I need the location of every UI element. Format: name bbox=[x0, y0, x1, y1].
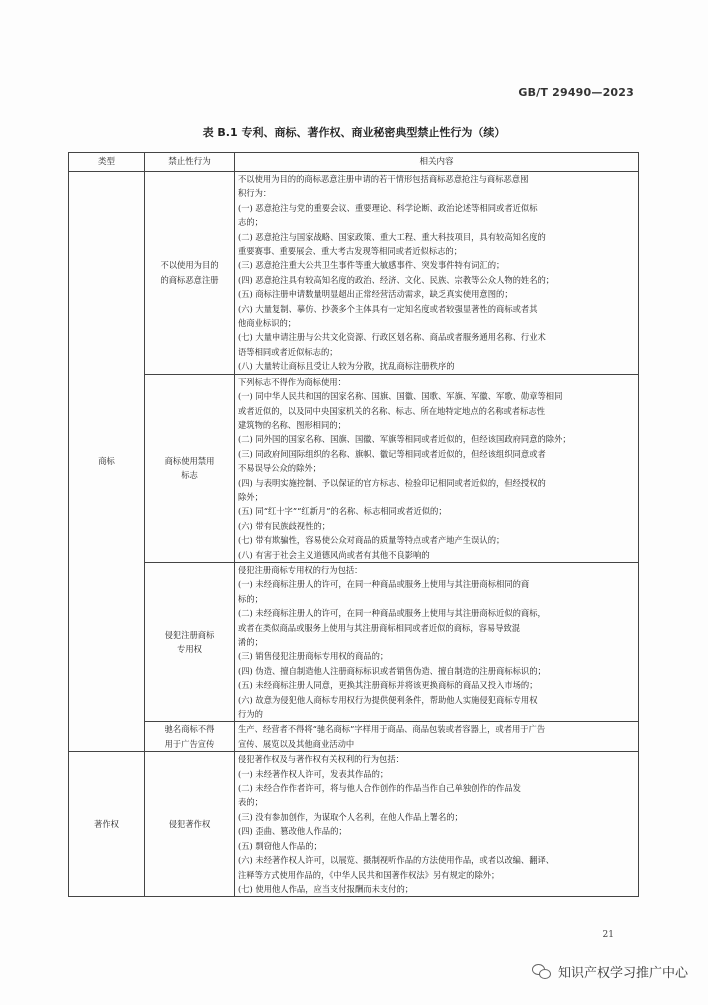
content-cell bbox=[235, 722, 639, 752]
table-header-row bbox=[69, 153, 639, 172]
content-line: 建筑物的名称、图形相同的； bbox=[238, 419, 346, 430]
behavior-line: 不以使用为目的 bbox=[160, 260, 219, 271]
content-cell bbox=[235, 374, 639, 562]
content-line: (一) 未经商标注册人的许可，在同一种商品或服务上使用与其注册商标相同的商 bbox=[238, 579, 530, 590]
content-line: (六) 大量复制、摹仿、抄袭多个主体具有一定知名度或者较强显著性的商标或者其 bbox=[238, 303, 538, 314]
behavior-line: 侵犯注册商标 bbox=[164, 629, 215, 640]
watermark-logo bbox=[532, 962, 688, 981]
content-line: 或者在类似商品或服务上使用与其注册商标相同或者近似的商标，容易导致混 bbox=[238, 622, 521, 633]
behavior-line: 标志 bbox=[181, 470, 198, 481]
content-line: 语等相同或者近似标志的； bbox=[238, 346, 338, 357]
prohibited-behaviors-table bbox=[68, 152, 639, 897]
behavior-line: 驰名商标不得 bbox=[164, 724, 215, 735]
content-line: (三) 同政府间国际组织的名称、旗帜、徽记等相同或者近似的，但经该组织同意或者 bbox=[238, 448, 546, 459]
type-cell: 著作权 bbox=[69, 752, 145, 897]
table-title: 表 B.1 专利、商标、著作权、商业秘密典型禁止性行为（续） bbox=[202, 126, 506, 139]
column-header-type: 类型 bbox=[69, 153, 145, 172]
content-line: 生产、经营者不得将“驰名商标”字样用于商品、商品包装或者容器上，或者用于广告 bbox=[238, 724, 546, 735]
content-line: (八) 有害于社会主义道德风尚或者有其他不良影响的 bbox=[238, 549, 430, 560]
content-line: (七) 带有欺骗性，容易使公众对商品的质量等特点或者产地产生误认的； bbox=[238, 535, 505, 546]
content-line: (八) 大量转让商标且受让人较为分散，扰乱商标注册秩序的 bbox=[238, 361, 455, 372]
content-cell bbox=[235, 172, 639, 375]
content-line: (四) 歪曲、篡改他人作品的； bbox=[238, 826, 347, 837]
behavior-cell bbox=[145, 172, 235, 375]
content-line: (二) 未经商标注册人的许可，在同一种商品或服务上使用与其注册商标近似的商标， bbox=[238, 608, 546, 619]
table-row bbox=[69, 374, 639, 562]
content-line: 行为的 bbox=[238, 709, 263, 720]
content-line: 重要赛事、重要展会、重大考古发现等相同或者近似标志的； bbox=[238, 246, 463, 257]
content-line: 志的； bbox=[238, 217, 263, 228]
content-line: 他商业标识的； bbox=[238, 318, 297, 329]
content-line: (四) 与表明实施控制、予以保证的官方标志、检验印记相同或者近似的，但经授权的 bbox=[238, 477, 546, 488]
content-line: 淆的； bbox=[238, 637, 263, 647]
content-line: (五) 商标注册申请数量明显超出正常经营活动需求，缺乏真实使用意图的； bbox=[238, 289, 513, 300]
standard-code: GB/T 29490—2023 bbox=[518, 86, 634, 99]
content-line: 积行为： bbox=[238, 188, 272, 199]
content-line: (七) 大量申请注册与公共文化资源、行政区划名称、商品或者服务通用名称、行业术 bbox=[238, 332, 546, 343]
content-line: 侵犯注册商标专用权的行为包括： bbox=[238, 564, 363, 575]
content-line: (三) 没有参加创作，为谋取个人名利，在他人作品上署名的； bbox=[238, 811, 463, 822]
watermark-text: 知识产权学习推广中心 bbox=[557, 966, 688, 981]
content-line: 表的； bbox=[238, 797, 263, 808]
content-line: (一) 恶意抢注与党的重要会议、重要理论、科学论断、政治论述等相同或者近似标 bbox=[238, 202, 538, 213]
behavior-cell bbox=[145, 752, 235, 897]
behavior-line: 商标使用禁用 bbox=[164, 455, 215, 466]
page-number: 21 bbox=[602, 930, 614, 940]
column-header-behavior: 禁止性行为 bbox=[145, 153, 235, 172]
content-line: (六) 未经著作权人许可，以展览、摄制视听作品的方法使用作品，或者以改编、翻译、 bbox=[238, 855, 555, 866]
content-line: (五) 同“红十字”“红新月”的名称、标志相同或者近似的； bbox=[238, 506, 447, 517]
content-line: 侵犯著作权及与著作权有关权利的行为包括： bbox=[238, 754, 404, 765]
behavior-cell bbox=[145, 722, 235, 752]
content-line: 注释等方式使用作品的，《中华人民共和国著作权法》另有规定的除外； bbox=[238, 869, 500, 880]
content-line: 不易误导公众的除外； bbox=[238, 463, 321, 474]
content-line: 不以使用为目的的商标恶意注册申请的若干情形包括商标恶意抢注与商标恶意囤 bbox=[238, 174, 529, 184]
content-line: (二) 同外国的国家名称、国旗、国徽、军旗等相同或者近似的，但经该国政府同意的除外； bbox=[238, 434, 571, 445]
behavior-line: 用于广告宣传 bbox=[164, 738, 215, 749]
content-cell bbox=[235, 562, 639, 721]
behavior-line: 专用权 bbox=[177, 644, 202, 655]
content-line: 或者近似的，以及同中央国家机关的名称、标志、所在地特定地点的名称或者标志性 bbox=[238, 405, 545, 416]
content-line: (一) 同中华人民共和国的国家名称、国旗、国徽、国歌、军旗、军徽、军歌、勋章等相同 bbox=[238, 391, 563, 402]
content-line: (二) 恶意抢注与国家战略、国家政策、重大工程、重大科技项目，具有较高知名度的 bbox=[238, 231, 546, 242]
content-line: (五) 剽窃他人作品的； bbox=[238, 840, 322, 851]
behavior-line: 的商标恶意注册 bbox=[160, 274, 219, 285]
content-line: (三) 销售侵犯注册商标专用权的商品的； bbox=[238, 651, 389, 662]
content-line: 下列标志不得作为商标使用： bbox=[238, 376, 346, 387]
content-line: (六) 带有民族歧视性的； bbox=[238, 520, 331, 531]
content-line: (六) 故意为侵犯他人商标专用权行为提供便利条件，帮助他人实施侵犯商标专用权 bbox=[238, 694, 538, 705]
content-line: (四) 恶意抢注具有较高知名度的政治、经济、文化、民族、宗教等公众人物的姓名的； bbox=[238, 274, 555, 285]
behavior-cell bbox=[145, 374, 235, 562]
content-line: (四) 伪造、擅自制造他人注册商标标识或者销售伪造、擅自制造的注册商标标识的； bbox=[238, 665, 546, 676]
table-row bbox=[69, 562, 639, 721]
behavior-cell bbox=[145, 562, 235, 721]
content-line: (五) 未经商标注册人同意，更换其注册商标并将该更换商标的商品又投入市场的； bbox=[238, 680, 538, 691]
content-line: (三) 恶意抢注重大公共卫生事件等重大敏感事件、突发事件特有词汇的； bbox=[238, 260, 505, 271]
wechat-icon bbox=[532, 964, 552, 980]
type-cell: 商标 bbox=[69, 172, 145, 752]
column-header-content: 相关内容 bbox=[235, 153, 639, 172]
content-cell bbox=[235, 752, 639, 897]
content-line: (七) 使用他人作品，应当支付报酬而未支付的； bbox=[238, 883, 414, 894]
table-row bbox=[69, 722, 639, 752]
table-row bbox=[69, 172, 639, 375]
content-line: 宣传、展览以及其他商业活动中 bbox=[238, 738, 355, 749]
behavior-line: 侵犯著作权 bbox=[168, 819, 211, 830]
content-line: 标的； bbox=[238, 593, 263, 604]
content-line: (一) 未经著作权人许可，发表其作品的； bbox=[238, 768, 389, 779]
content-line: 除外； bbox=[238, 491, 263, 502]
content-line: (二) 未经合作作者许可，将与他人合作创作的作品当作自己单独创作的作品发 bbox=[238, 783, 521, 794]
table-row bbox=[69, 752, 639, 897]
